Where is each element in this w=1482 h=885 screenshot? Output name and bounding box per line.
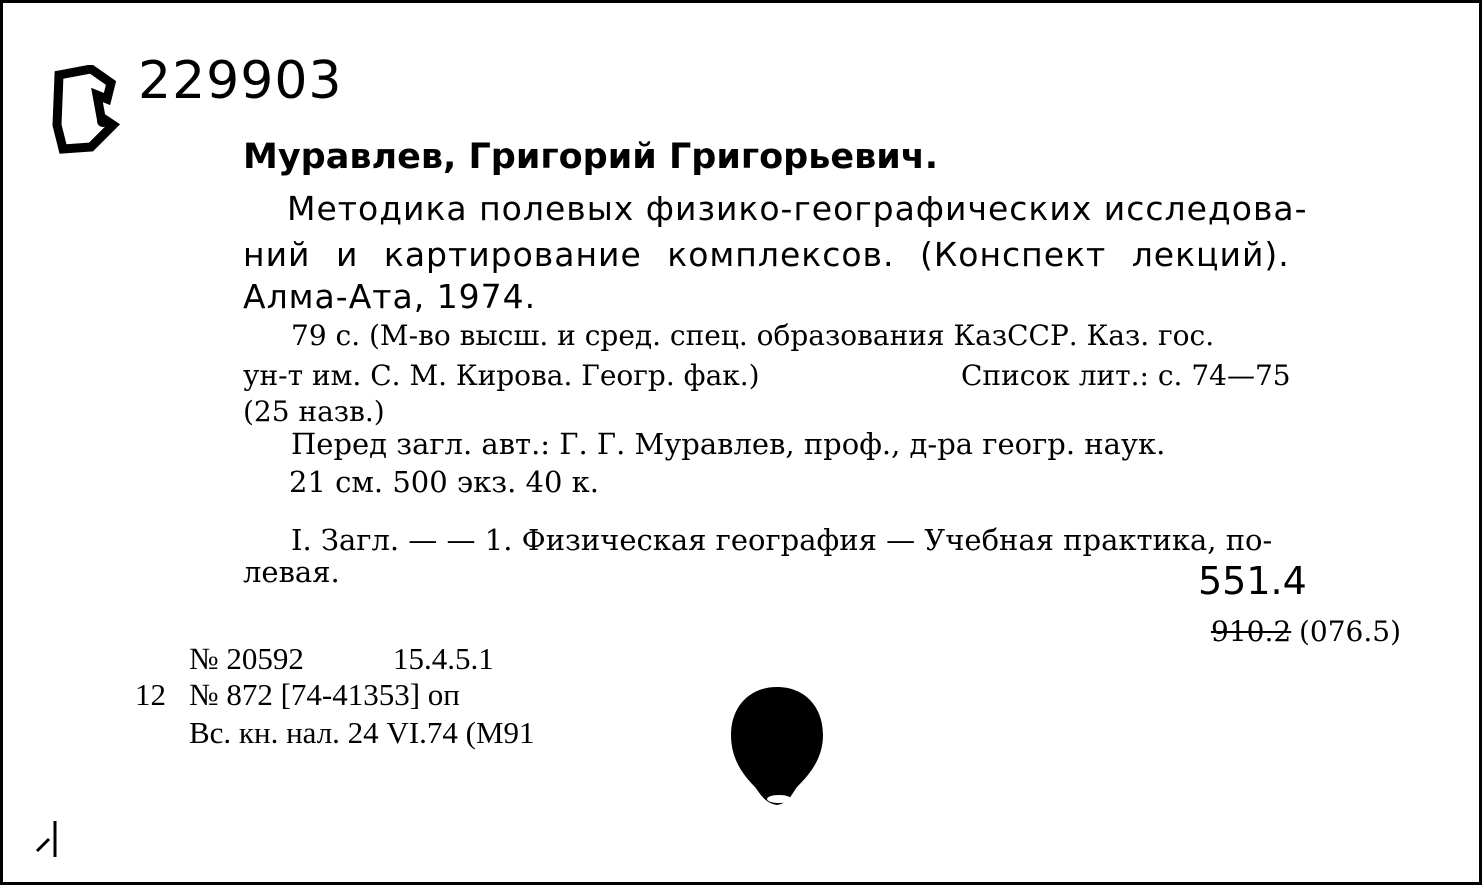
title-line: ний и картирование комплексов. (Конспект лекций).	[243, 235, 1290, 274]
printing-note: Вс. кн. нал. 24 VI.74 (М91	[189, 715, 535, 750]
struck-udc-number: 910.2	[1211, 615, 1292, 648]
description-line: (25 назв.)	[243, 395, 385, 428]
handwritten-class-number: 551.4	[1198, 559, 1307, 603]
copy-count: 12	[135, 677, 166, 712]
registration-code: 15.4.5.1	[393, 641, 494, 676]
bibliography-note: Список лит.: с. 74—75	[961, 359, 1291, 392]
pencil-mark-icon	[33, 811, 73, 861]
punch-hole-icon	[727, 683, 827, 811]
title-line: Методика полевых физико-географических исследова-	[287, 189, 1308, 228]
library-stamp-icon	[51, 65, 121, 155]
author-heading: Муравлев, Григорий Григорьевич.	[243, 137, 939, 177]
title-line: Алма-Ата, 1974.	[243, 277, 537, 316]
tracings-line: I. Загл. — — 1. Физическая география — Учебная практика, по-	[291, 523, 1273, 557]
card-number: 229903	[138, 51, 343, 111]
description-line: ун-т им. С. М. Кирова. Геогр. фак.)	[243, 359, 760, 392]
physical-description: 21 см. 500 экз. 40 к.	[289, 465, 600, 499]
registration-number: № 20592	[189, 641, 304, 676]
order-number: № 872 [74-41353] оп	[189, 677, 460, 712]
author-note: Перед загл. авт.: Г. Г. Муравлев, проф., д-ра геогр. наук.	[291, 427, 1166, 461]
udc-number: (076.5)	[1299, 615, 1402, 648]
description-line: 79 с. (М-во высш. и сред. спец. образования КазССР. Каз. гос.	[291, 319, 1215, 352]
tracings-line: левая.	[243, 555, 340, 589]
